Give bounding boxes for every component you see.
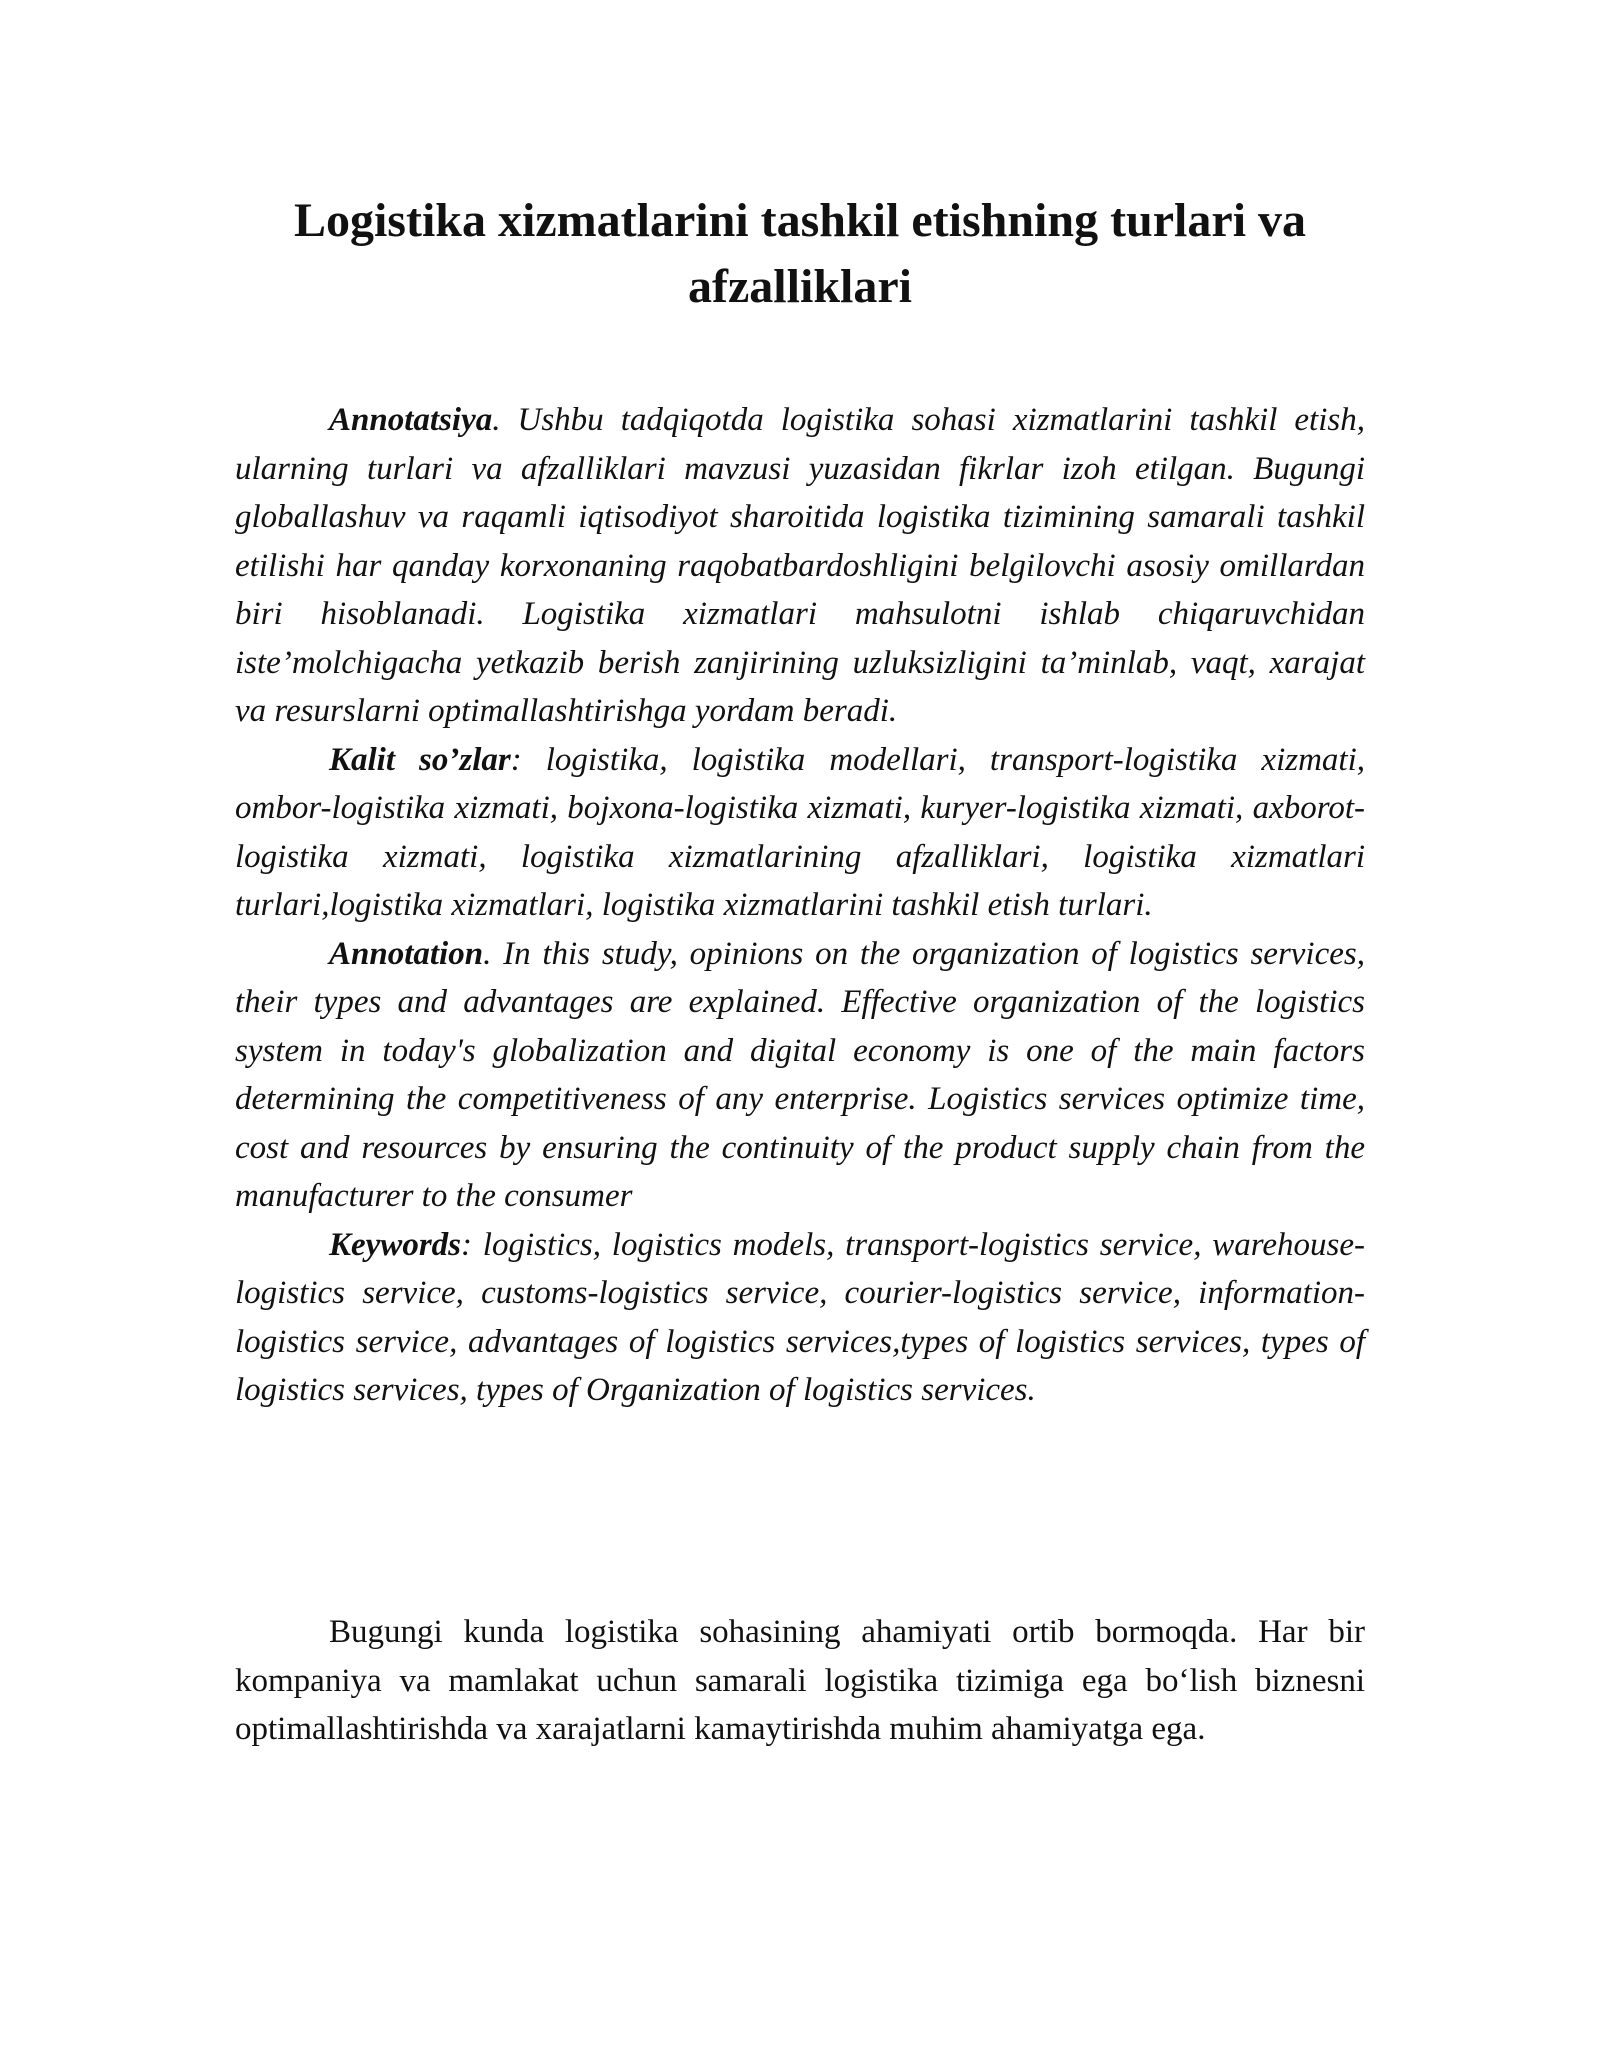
annotation-en-lead: Annotation: [329, 935, 484, 972]
keywords-uz-lead: Kalit so’zlar: [329, 741, 511, 778]
document-title: Logistika xizmatlarini tashkil etishning turlari va afzalliklari: [293, 194, 1307, 313]
annotation-uz-paragraph: [235, 396, 1365, 736]
annotation-en-text: . In this study, opinions on the organization of logistics services, their types and advantages are explained. Effective organization of the logistics system in today's globalization and digital economy is one of the main factors determining the competitiveness of any enterprise. Logistics services optimize time, cost and resources by ensuring the continuity of the product supply chain from the manufacturer to the consumer: [235, 935, 1365, 1214]
annotation-uz-text: . Ushbu tadqiqotda logistika sohasi xizmatlarini tashkil etish, ularning turlari va afzalliklari mavzusi yuzasidan fikrlar izoh etilgan. Bugungi globallashuv va raqamli iqtisodiyot sharoitida logistika tizimining samarali tashkil etilishi har qanday korxonaning raqobatbardoshligini belgilovchi asosiy omillardan biri hisoblanadi. Logistika xizmatlari mahsulotni ishlab chiqaruvchidan iste’molchigacha yetkazib berish zanjirining uzluksizligini ta’minlab, vaqt, xarajat va resurslarni optimallashtirishga yordam beradi.: [235, 402, 1365, 729]
keywords-uz-text: : logistika, logistika modellari, transport-logistika xizmati, ombor-logistika xizmati, bojxona-logistika xizmati, kuryer-logistika xizmati, axborot-logistika xizmati, logistika xizmatlarining afzalliklari, logistika xizmatlari turlari,logistika xizmatlari, logistika xizmatlarini tashkil etish turlari.: [235, 741, 1366, 923]
keywords-en-text: : logistics, logistics models, transport-logistics service, warehouse-logistics service, customs-logistics service, courier-logistics service, information-logistics service, advantages of logistics services,types of logistics services, types of logistics services, types of Organization of logistics services.: [235, 1226, 1365, 1408]
keywords-en-lead: Keywords: [329, 1226, 461, 1263]
body-paragraph: Bugungi kunda logistika sohasining ahamiyati ortib bormoqda. Har bir kompaniya va mamlakat uchun samarali logistika tizimiga ega bo‘lish biznesni optimallashtirishda va xarajatlarni kamaytirishda muhim ahamiyatga ega.: [235, 1614, 1365, 1747]
keywords-uz-paragraph: [235, 736, 1365, 930]
annotation-uz-lead: Annotatsiya: [329, 402, 493, 438]
annotation-en-paragraph: [235, 930, 1365, 1221]
keywords-en-paragraph: [235, 1221, 1365, 1415]
abstract-section: [235, 396, 1365, 1415]
body-section: [235, 1608, 1365, 1754]
